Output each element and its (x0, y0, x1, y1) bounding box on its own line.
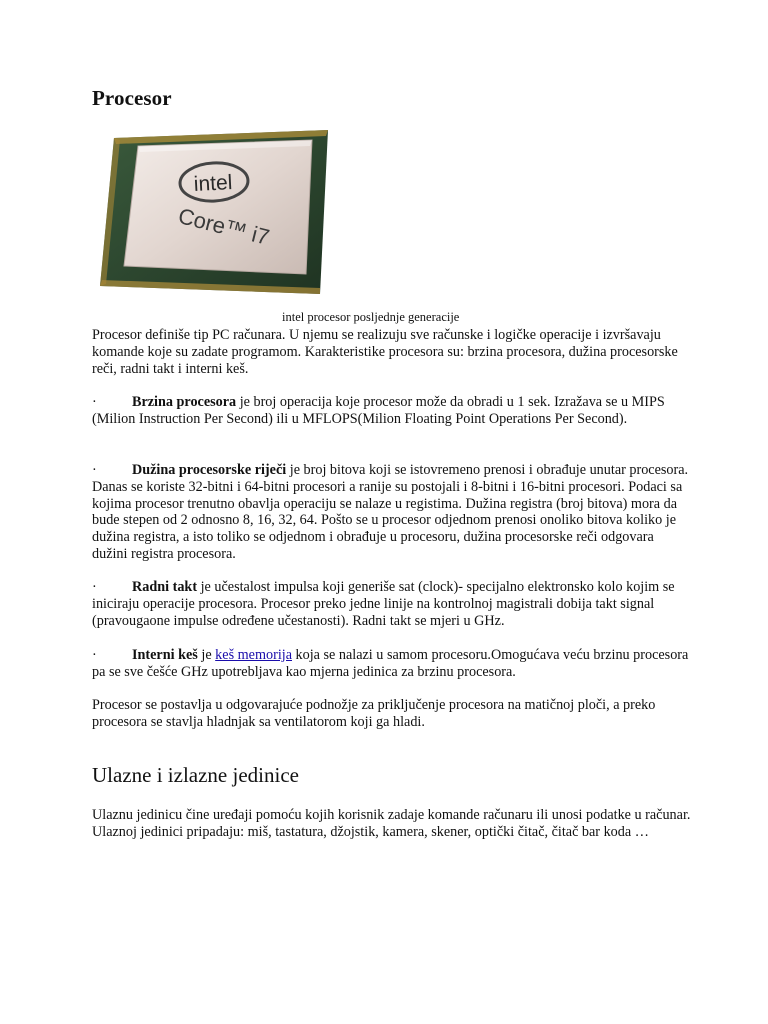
desc-brzina-procesora: je broj operacija koje procesor može da obradi u 1 sek. Izražava se u MIPS (Milion Instruction Per Second) ili u MFLOPS(Milion Floating Point Operations Per Second). (92, 394, 665, 427)
intro-paragraph: Procesor definiše tip PC računara. U njemu se realizuju sve računske i logičke operacije i izvršavaju komande koje su zadate programom. Karakteristike procesora su: brzina procesora, dužina procesorske reči, radni takt i interni keš. (92, 327, 678, 377)
list-item-duzina (92, 462, 692, 563)
bullet-icon: · (92, 579, 97, 595)
term-radni-takt: Radni takt (132, 579, 198, 595)
desc-interni-kes: koja se nalazi u samom procesoru.Omogućava veću brzinu procesora pa se sve češće GHz upotrebljava kao mjerna jedinica za brzinu procesora. (92, 647, 689, 680)
cpu-image (92, 126, 332, 301)
term-duzina-procesorske-rijeci: Dužina procesorske riječi (132, 462, 287, 478)
desc-duzina-procesorske-rijeci: je broj bitova koji se istovremeno prenosi i obrađuje unutar procesora. Danas se koriste 32-bitni i 64-bitni procesori a ranije su postojali i 8-bitni i 16-bitni procesori. Podaci sa kojima procesor trenutno obavlja operaciju se nalaze u registima. Dužina registra (broj bitova) mora da bude stepen od 2 odnosno 8, 16, 32, 64. Pošto se u procesor odjednom prenosi onoliko bitova koliko je dužina registra, a isto toliko se odjednom i obrađuje u procesoru, dužina procesorske reči odgovara dužini registra procesora. (92, 462, 689, 562)
image-caption: intel procesor posljednje generacije (282, 310, 460, 324)
socket-paragraph: Procesor se postavlja u odgovarajuće podnožje za priključenje procesora na matičnoj ploči, a preko procesora se stavlja hladnjak sa ventilatorom koji ga hladi. (92, 697, 656, 730)
bullet-icon: · (92, 647, 97, 663)
list-item-radni-takt (92, 579, 692, 629)
input-devices-paragraph: Ulaznu jedinicu čine uređaji pomoću kojih korisnik zadaje komande računaru ili unosi podatke u računar. Ulaznoj jedinici pripadaju: miš, tastatura, džojstik, kamera, skener, optički čitač, čitač bar koda … (92, 807, 691, 840)
desc-interni-kes-pre: je (197, 647, 216, 663)
bullet-icon: · (92, 394, 97, 410)
list-item-interni-kes (92, 647, 692, 681)
intel-core-i7-chip-illustration (92, 126, 332, 301)
term-brzina-procesora: Brzina procesora (132, 394, 237, 410)
heading-procesor: Procesor (92, 86, 172, 110)
desc-radni-takt: je učestalost impulsa koji generiše sat (clock)- specijalno elektronsko kolo kojim se iniciraju operacije procesora. Procesor preko jedne linije na kontrolnoj magistrali dobija takt signal (pravougaone impulse određene učestanosti). Radni takt se mjeri u GHz. (92, 579, 675, 629)
kes-memorija-link[interactable]: keš memorija (215, 647, 292, 663)
core-i7-mark: Core™ i7 (175, 203, 272, 250)
intel-brand-mark: intel (193, 171, 233, 197)
heading-ulazne-izlazne-jedinice: Ulazne i izlazne jedinice (92, 763, 299, 787)
term-interni-kes: Interni keš (132, 647, 198, 663)
list-item-brzina (92, 394, 692, 428)
bullet-icon: · (92, 462, 97, 478)
